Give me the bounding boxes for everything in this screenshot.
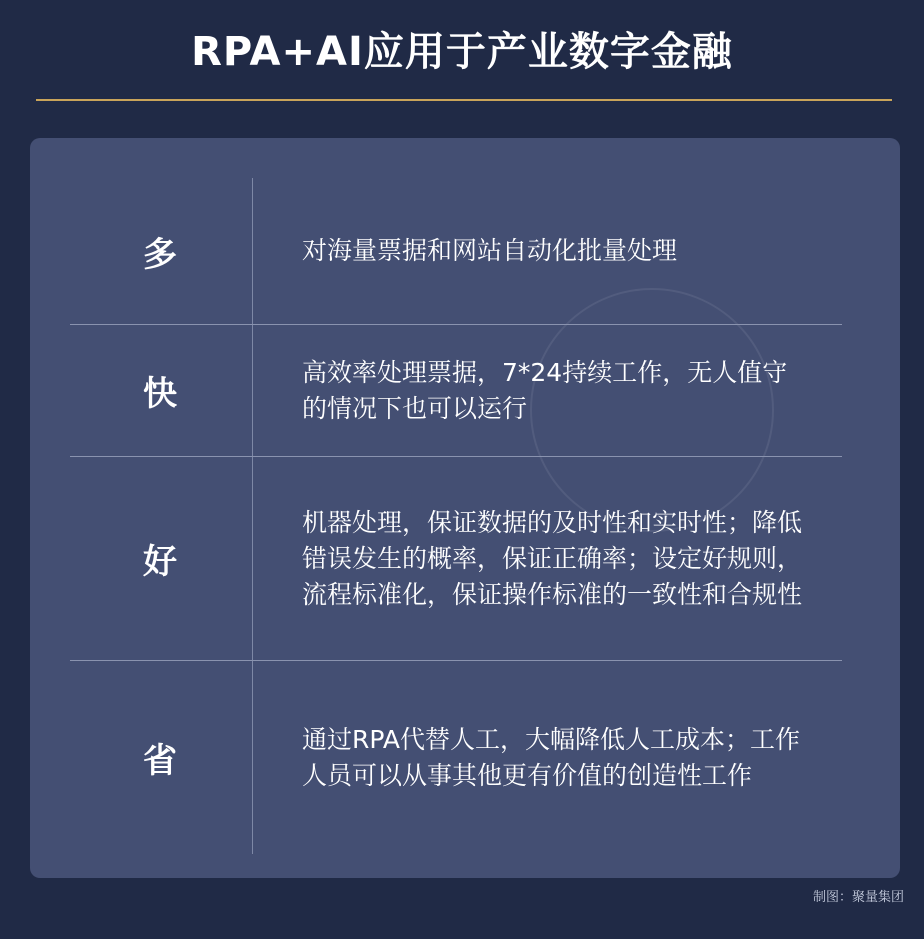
table-row [30, 661, 900, 854]
row-value: 机器处理，保证数据的及时性和实时性；降低错误发生的概率，保证正确率；设定好规则，流程标准化，保证操作标准的一致性和合规性 [302, 507, 803, 609]
row-key: 好 [143, 542, 177, 582]
table-row [30, 325, 900, 456]
content-card [30, 138, 900, 878]
row-value: 高效率处理票据，7*24持续工作，无人值守的情况下也可以运行 [302, 357, 788, 423]
title-divider [36, 99, 892, 101]
page-title: RPA+AI应用于产业数字金融 [191, 29, 733, 75]
row-value: 对海量票据和网站自动化批量处理 [302, 236, 678, 265]
table-row [30, 178, 900, 324]
row-value: 通过RPA代替人工，大幅降低人工成本；工作人员可以从事其他更有价值的创造性工作 [302, 724, 800, 790]
table-row [30, 457, 900, 660]
row-key: 省 [143, 741, 177, 781]
row-key: 快 [143, 374, 177, 414]
row-key: 多 [143, 234, 177, 275]
footer-credit: 制图：聚量集团 [812, 890, 904, 905]
